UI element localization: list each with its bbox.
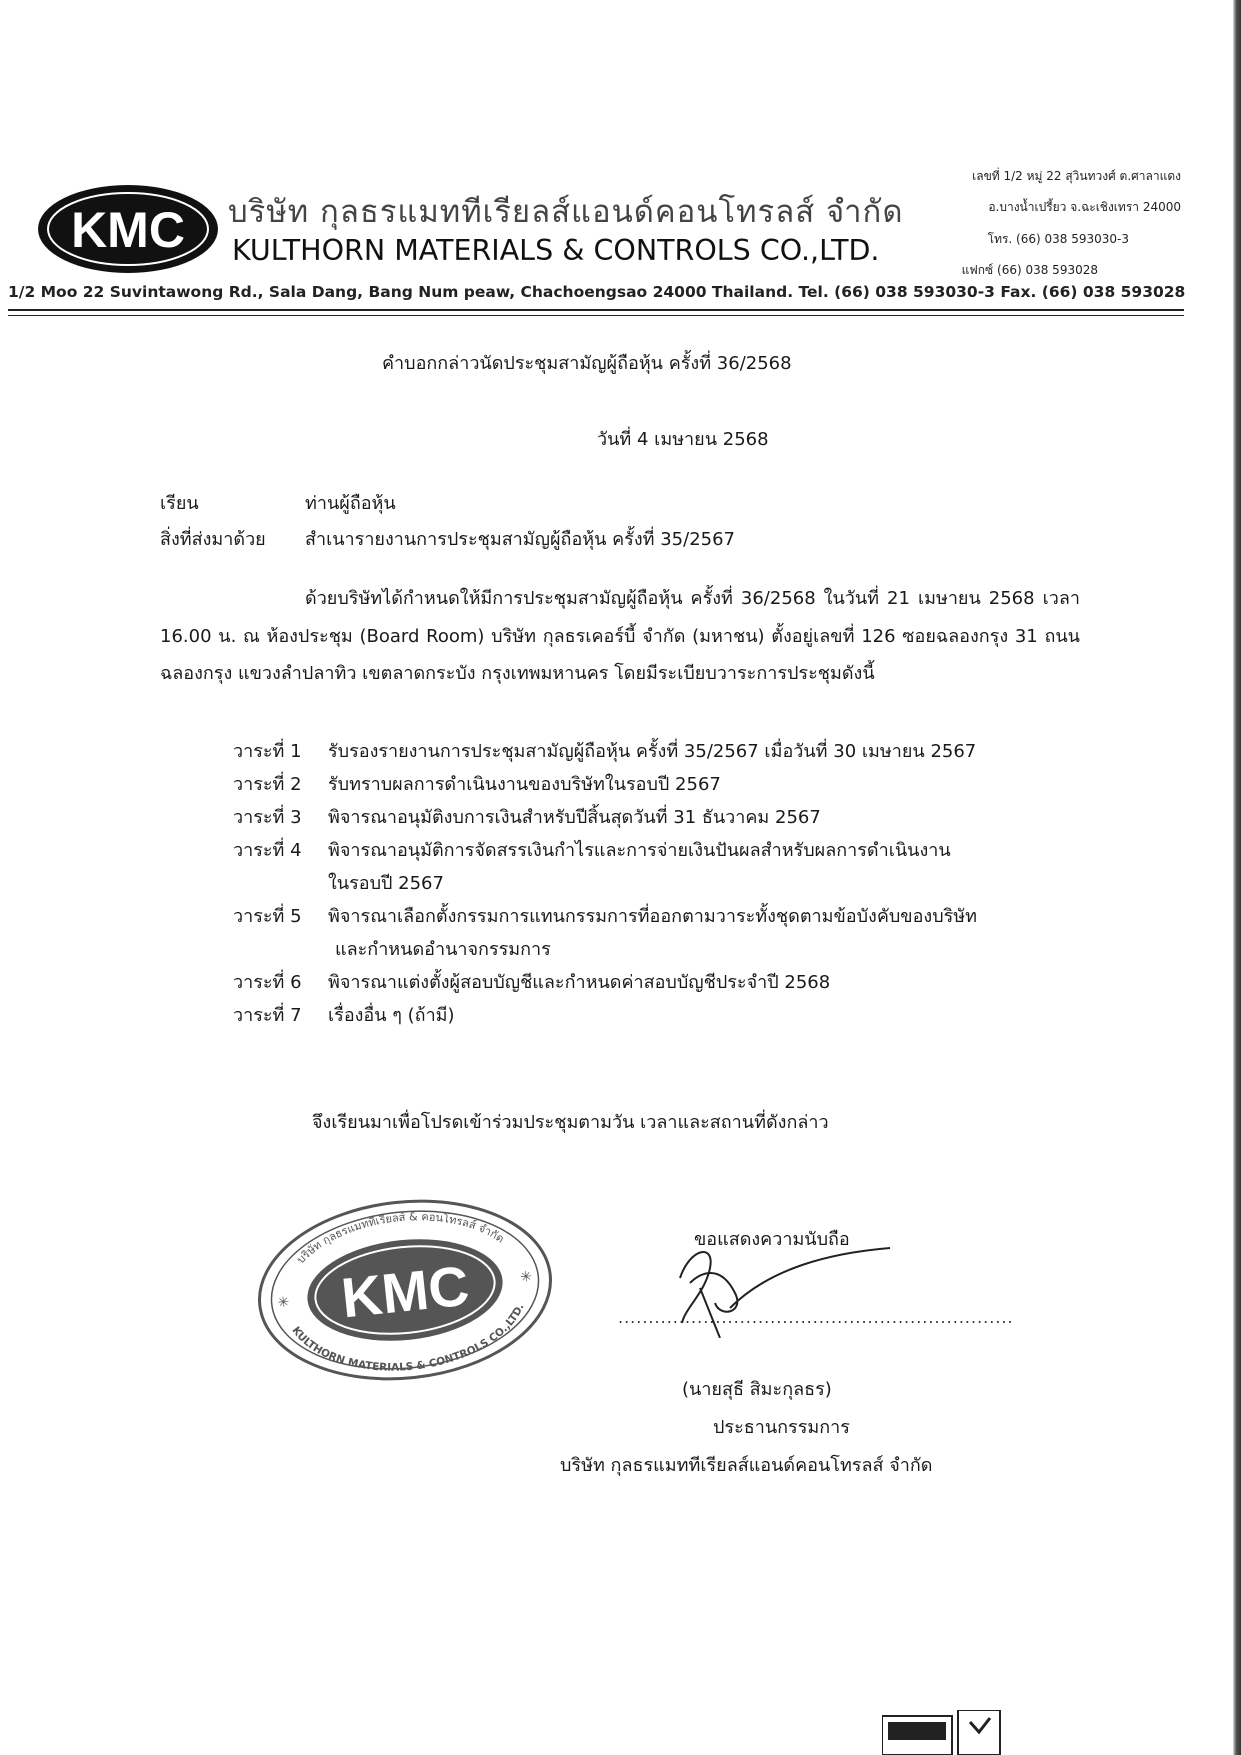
signer-company: บริษัท กุลธรแมททีเรียลส์แอนด์คอนโทรลส์ จำกัด: [560, 1455, 933, 1476]
to-label: เรียน: [160, 493, 199, 514]
letter-title: คำบอกกล่าวนัดประชุมสามัญผู้ถือหุ้น ครั้งที่ 36/2568: [382, 353, 792, 374]
intro-paragraph: [160, 580, 1080, 693]
address-th-line-4: แฟกซ์ (66) 038 593028: [961, 263, 1098, 277]
address-th-line-3: โทร. (66) 038 593030-3: [987, 232, 1129, 246]
regards: ขอแสดงความนับถือ: [694, 1229, 850, 1250]
agenda-text: เรื่องอื่น ๆ (ถ้ามี): [328, 1005, 455, 1026]
logo-text: KMC: [71, 202, 185, 258]
agenda-number: วาระที่ 2: [233, 774, 302, 795]
stamp-center-text: KMC: [338, 1253, 472, 1330]
agenda-item: [233, 999, 977, 1032]
letter-date: วันที่ 4 เมษายน 2568: [597, 429, 769, 450]
agenda-item: [233, 735, 977, 768]
agenda-item: [233, 900, 977, 933]
agenda-text: รับรองรายงานการประชุมสามัญผู้ถือหุ้น ครั้งที่ 35/2567 เมื่อวันที่ 30 เมษายน 2567: [328, 741, 977, 762]
to-value: ท่านผู้ถือหุ้น: [305, 493, 396, 514]
agenda-number: วาระที่ 7: [233, 1005, 302, 1026]
signer-name: (นายสุธี สิมะกุลธร): [682, 1379, 832, 1400]
agenda-number: วาระที่ 4: [233, 840, 302, 861]
address-th-line-2: อ.บางน้ำเปรี้ยว จ.ฉะเชิงเทรา 24000: [988, 200, 1181, 214]
agenda-number: วาระที่ 1: [233, 741, 302, 762]
address-en: 1/2 Moo 22 Suvintawong Rd., Sala Dang, Bang Num peaw, Chachoengsao 24000 Thailand. Tel. (66) 038 593030-3 Fax. (66) 038 593028: [8, 283, 1186, 301]
enclosure-value: สำเนารายงานการประชุมสามัญผู้ถือหุ้น ครั้งที่ 35/2567: [305, 529, 736, 550]
agenda-continuation: ในรอบปี 2567: [328, 873, 444, 894]
kmc-logo: [36, 183, 221, 275]
agenda-item: [233, 834, 977, 867]
agenda-text: พิจารณาเลือกตั้งกรรมการแทนกรรมการที่ออกตามวาระทั้งชุดตามข้อบังคับของบริษัท: [328, 906, 978, 927]
agenda-number: วาระที่ 5: [233, 906, 302, 927]
signer-title: ประธานกรรมการ: [713, 1417, 850, 1438]
stamp-star-left: ✳: [276, 1294, 291, 1312]
header-rule: [8, 309, 1184, 311]
agenda-number: วาระที่ 6: [233, 972, 302, 993]
agenda-text: พิจารณาอนุมัติการจัดสรรเงินกำไรและการจ่ายเงินปันผลสำหรับผลการดำเนินงาน: [328, 840, 951, 861]
signature-line: .................................................................: [618, 1308, 1014, 1327]
agenda-text: พิจารณาอนุมัติงบการเงินสำหรับปีสิ้นสุดวันที่ 31 ธันวาคม 2567: [328, 807, 821, 828]
agenda-text: รับทราบผลการดำเนินงานของบริษัทในรอบปี 2567: [328, 774, 721, 795]
agenda-item: [233, 768, 977, 801]
agenda-item: [233, 801, 977, 834]
company-name-th: บริษัท กุลธรแมททีเรียลส์แอนด์คอนโทรลส์ จำกัด: [228, 194, 904, 230]
company-name-en: KULTHORN MATERIALS & CONTROLS CO.,LTD.: [232, 234, 880, 267]
stamp-star-right: ✳: [519, 1268, 533, 1286]
scan-edge: [1233, 0, 1241, 1755]
agenda-text: พิจารณาแต่งตั้งผู้สอบบัญชีและกำหนดค่าสอบบัญชีประจำปี 2568: [328, 972, 831, 993]
intro-text: ด้วยบริษัทได้กำหนดให้มีการประชุมสามัญผู้ถือหุ้น ครั้งที่ 36/2568 ในวันที่ 21 เมษายน 2568 เวลา 16.00 น. ณ ห้องประชุม (Board Room) บริษัท กุลธรเคอร์บี้ จำกัด (มหาชน) ตั้งอยู่เลขที่ 126 ซอยฉลองกรุง 31 ถนนฉลองกรุง แขวงลำปลาทิว เขตลาดกระบัง กรุงเทพมหานคร โดยมีระเบียบวาระการประชุมดังนี้: [160, 588, 1080, 684]
agenda-item: [233, 966, 977, 999]
certification-marks: [882, 1710, 1022, 1755]
header-rule-thin: [8, 315, 1184, 316]
closing-sentence: จึงเรียนมาเพื่อโปรดเข้าร่วมประชุมตามวัน เวลาและสถานที่ดังกล่าว: [312, 1112, 829, 1133]
agenda-number: วาระที่ 3: [233, 807, 302, 828]
company-stamp: [255, 1198, 555, 1383]
address-th-line-1: เลขที่ 1/2 หมู่ 22 สุวินทวงศ์ ต.ศาลาแดง: [972, 169, 1181, 183]
stamp-ring-top: บริษัท กุลธรแมททีเรียลส์ & คอนโทรลส์ จำกัด: [294, 1210, 507, 1267]
stamp-ring-bottom: KULTHORN MATERIALS & CONTROLS CO.,LTD.: [289, 1301, 527, 1374]
agenda-list: [233, 735, 977, 1032]
agenda-continuation: และกำหนดอำนาจกรรมการ: [335, 939, 551, 960]
enclosure-label: สิ่งที่ส่งมาด้วย: [160, 529, 266, 550]
